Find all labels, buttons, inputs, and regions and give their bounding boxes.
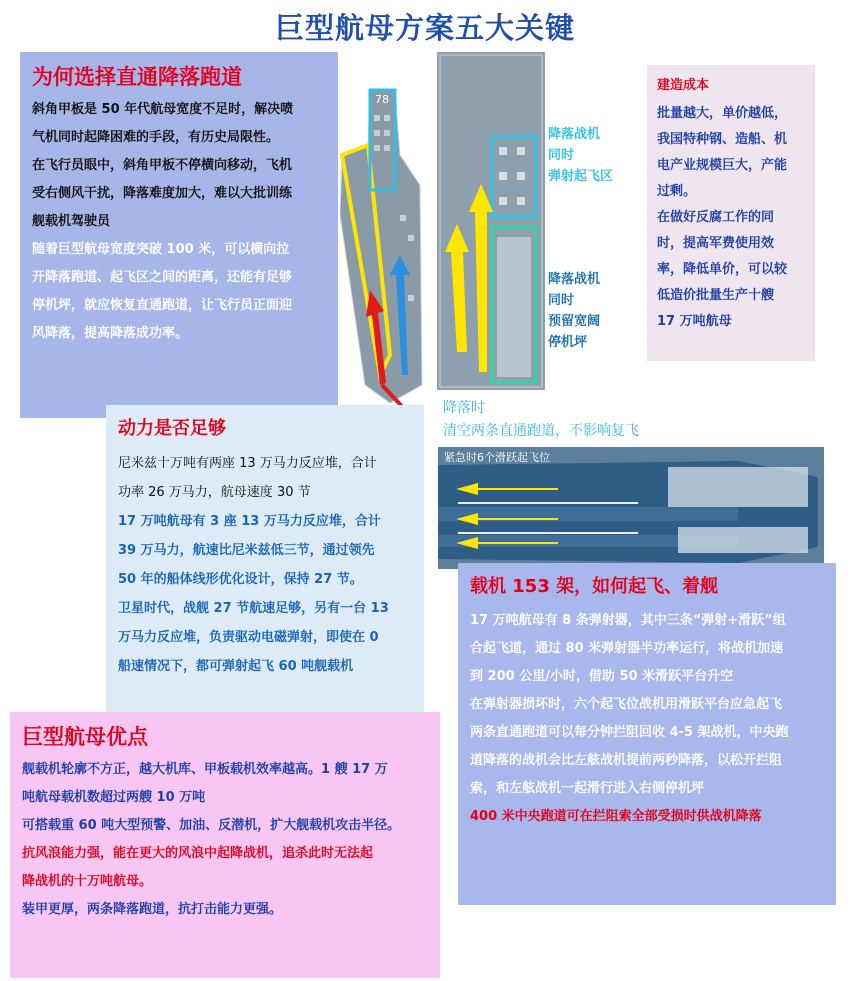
adv-p2-l1: 可搭载重 60 吨大型预警、加油、反潜机，扩大舰载机攻击半径。 bbox=[22, 818, 401, 833]
cost-p1-l1: 批量越大，单价越低， bbox=[657, 106, 788, 121]
power-heading: 动力是否足够 bbox=[118, 418, 226, 439]
power-p3-l3: 船速情况下，都可弹射起飞 60 吨舰载机 bbox=[118, 659, 354, 674]
adv-p3-l2: 降战机的十万吨航母。 bbox=[22, 874, 153, 889]
runway-p3-l2: 开降落跑道、起飞区之间的距离，还能有足够 bbox=[32, 270, 293, 285]
angled-deck-carrier-image bbox=[330, 85, 430, 415]
cost-p2-l2: 时，提高军费使用效 bbox=[657, 236, 775, 251]
straight-deck-carrier-image bbox=[437, 52, 545, 390]
air-p1-l2: 合起飞道，通过 80 米弹射器半功率运行，将战机加速 bbox=[470, 641, 784, 656]
runway-p3-l1: 随着巨型航母宽度突破 100 米，可以横向拉 bbox=[32, 242, 290, 257]
runway-p2-l2: 受右侧风干扰，降落难度加大，难以大批训练 bbox=[32, 186, 293, 201]
runway-p1-l1: 斜角甲板是 50 年代航母宽度不足时，解决喷 bbox=[32, 102, 294, 117]
air-p2-l1: 在弹射器损坏时，六个起飞位战机用滑跃平台应急起飞 bbox=[470, 697, 783, 712]
cost-p2-l1: 在做好反腐工作的同 bbox=[657, 210, 775, 225]
advantages-heading: 巨型航母优点 bbox=[22, 725, 148, 749]
air-p2-l4: 索，和左舷战机一起滑行进入右侧停机坪 bbox=[470, 781, 705, 796]
deck-zone2-l1: 降落战机 bbox=[548, 272, 601, 287]
power-p1-l2: 功率 26 万马力，航母速度 30 节 bbox=[118, 485, 311, 500]
deck-zone2-l4: 停机坪 bbox=[548, 335, 588, 350]
power-p3-l2: 万马力反应堆，负责驱动电磁弹射，即使在 0 bbox=[118, 630, 379, 645]
runway-p2-l1: 在飞行员眼中，斜角甲板不停横向移动，飞机 bbox=[32, 158, 293, 173]
power-p2-l2: 39 万马力，航速比尼米兹低三节，通过领先 bbox=[118, 543, 375, 558]
adv-p4-l1: 装甲更厚，两条降落跑道，抗打击能力更强。 bbox=[22, 902, 283, 917]
page-title: 巨型航母方案五大关键 bbox=[274, 11, 575, 45]
side-label: 紧急时6个滑跃起飞位 bbox=[444, 451, 550, 464]
adv-p3-l1: 抗风浪能力强，能在更大的风浪中起降战机，追杀此时无法起 bbox=[22, 846, 374, 861]
cost-p1-l2: 我国特种钢、造船、机 bbox=[657, 132, 788, 147]
air-p2-l3: 道降落的战机会比左舷战机提前两秒降落，以松开拦阻 bbox=[470, 753, 783, 768]
cost-heading: 建造成本 bbox=[657, 78, 710, 93]
deck-zone1-l2: 同时 bbox=[548, 148, 575, 163]
cost-p2-l3: 率，降低单价，可以较 bbox=[657, 262, 788, 277]
power-p2-l3: 50 年的船体线形优化设计，保持 27 节。 bbox=[118, 572, 363, 587]
runway-p1-l2: 气机同时起降困难的手段，有历史局限性。 bbox=[32, 130, 280, 145]
power-p3-l1: 卫星时代，战舰 27 节航速足够，另有一台 13 bbox=[118, 601, 389, 616]
cost-p1-l3: 电产业规模巨大，产能 bbox=[657, 158, 788, 173]
runway-panel bbox=[20, 52, 338, 418]
landing-note-l2: 清空两条直通跑道，不影响复飞 bbox=[443, 423, 639, 439]
runway-p3-l3: 停机坪，就应恢复直通跑道，让飞行员正面迎 bbox=[32, 298, 293, 313]
deck-side-view-image bbox=[438, 447, 824, 569]
air-p1-l3: 到 200 公里/小时，借助 50 米滑跃平台升空 bbox=[470, 669, 734, 684]
adv-p1-l2: 吨航母载机数超过两艘 10 万吨 bbox=[22, 790, 206, 805]
landing-note-l1: 降落时 bbox=[443, 400, 485, 416]
deck-zone2-l2: 同时 bbox=[548, 293, 575, 308]
aircraft-panel bbox=[458, 563, 836, 905]
air-p2-l2: 两条直通跑道可以每分钟拦阻回收 4-5 架战机，中央跑 bbox=[470, 725, 789, 740]
cost-p2-l4: 低造价批量生产十艘 bbox=[657, 288, 775, 303]
deck-zone2 bbox=[548, 269, 600, 353]
air-p3-l1: 400 米中央跑道可在拦阻索全部受损时供战机降落 bbox=[470, 809, 762, 824]
hull-number: 78 bbox=[375, 93, 389, 106]
runway-p3-l4: 风降落，提高降落成功率。 bbox=[32, 326, 189, 341]
power-panel bbox=[106, 405, 424, 723]
power-p2-l1: 17 万吨航母有 3 座 13 万马力反应堆，合计 bbox=[118, 514, 381, 529]
advantages-panel bbox=[10, 712, 440, 978]
runway-p2-l3: 舰载机驾驶员 bbox=[32, 214, 111, 229]
cost-p1-l4: 过剩。 bbox=[657, 184, 697, 199]
deck-zone1 bbox=[548, 124, 613, 187]
deck-zone2-l3: 预留宽阔 bbox=[548, 314, 601, 329]
adv-p1-l1: 舰载机轮廓不方正，越大机库、甲板载机效率越高。1 艘 17 万 bbox=[22, 762, 388, 777]
deck-zone1-l3: 弹射起飞区 bbox=[548, 169, 614, 184]
landing-note bbox=[443, 397, 639, 443]
cost-panel bbox=[647, 65, 815, 361]
air-p1-l1: 17 万吨航母有 8 条弹射器，其中三条“弹射+滑跃”组 bbox=[470, 613, 786, 628]
cost-p2-l5: 17 万吨航母 bbox=[657, 314, 732, 329]
deck-zone1-l1: 降落战机 bbox=[548, 127, 601, 142]
runway-heading: 为何选择直通降落跑道 bbox=[32, 65, 242, 89]
power-p1-l1: 尼米兹十万吨有两座 13 万马力反应堆，合计 bbox=[118, 456, 377, 471]
aircraft-heading: 载机 153 架，如何起飞、着舰 bbox=[470, 576, 719, 597]
